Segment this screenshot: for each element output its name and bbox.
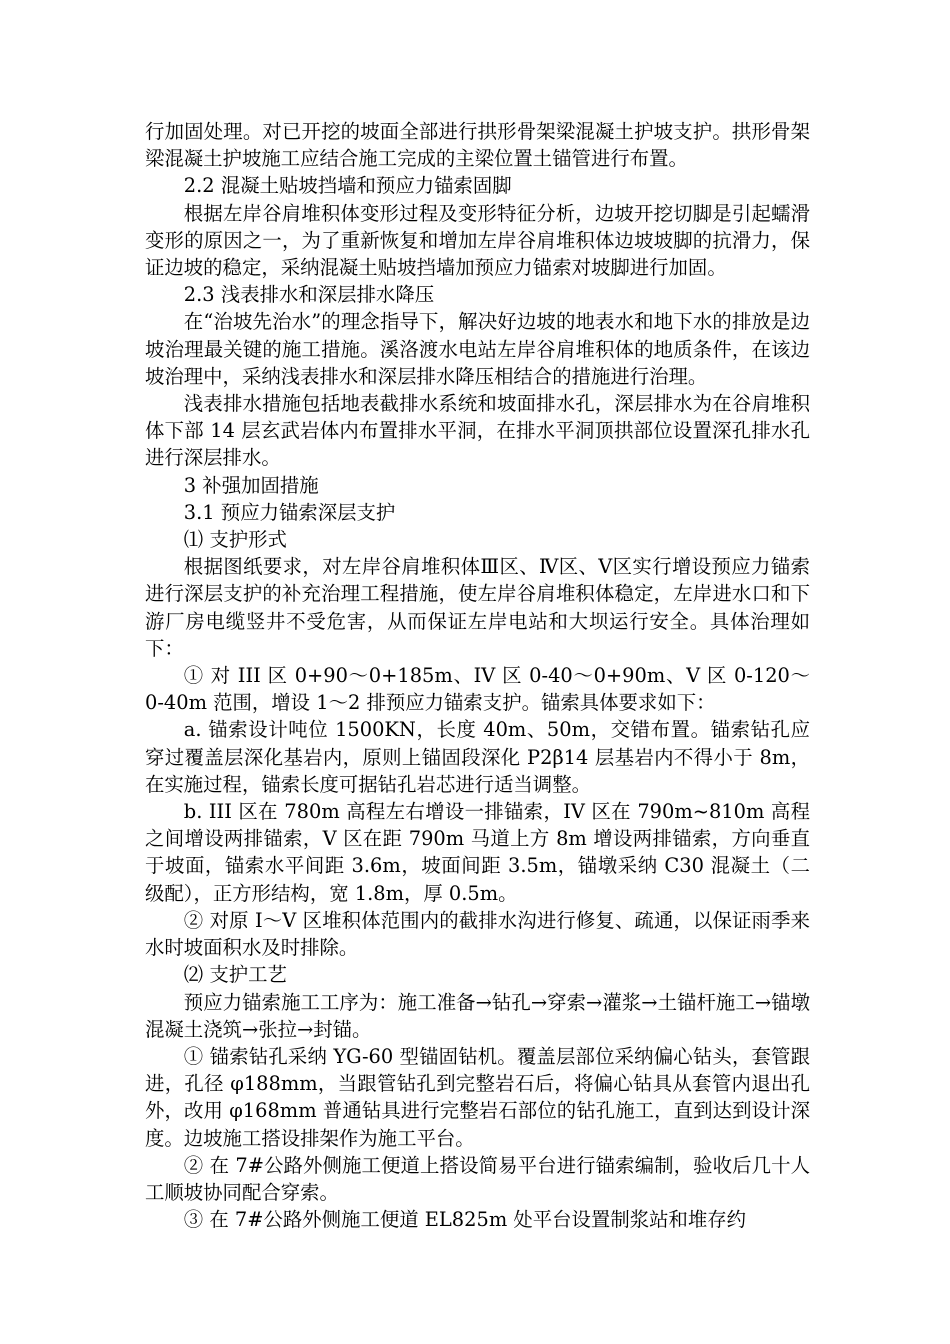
paragraph: 预应力锚索施工工序为：施工准备→钻孔→穿索→灌浆→土锚杆施工→锚墩混凝土浇筑→张拉→封锚。 (145, 990, 810, 1041)
section-heading-3-1: 3.1 预应力锚索深层支护 (183, 500, 396, 524)
section-heading-2-3: 2.3 浅表排水和深层排水降压 (183, 283, 435, 307)
list-item: ② 对原 I～V 区堆积体范围内的截排水沟进行修复、疏通，以保证雨季来水时坡面积水及时排除。 (145, 908, 810, 960)
subheading-support-form: ⑴ 支护形式 (183, 528, 287, 552)
list-item: ① 对 III 区 0+90～0+185m、IV 区 0-40～0+90m、V 区 0-120～0-40m 范围，增设 1～2 排预应力锚索支护。锚索具体要求如下： (145, 664, 810, 715)
paragraph-continuation: 行加固处理。对已开挖的坡面全部进行拱形骨架梁混凝土护坡支护。拱形骨架梁混凝土护坡施工应结合施工完成的主梁位置土锚管进行布置。 (145, 120, 810, 171)
document-body (145, 118, 810, 1233)
list-item: ② 在 7#公路外侧施工便道上搭设简易平台进行锚索编制，验收后几十人工顺坡协同配合穿索。 (145, 1153, 810, 1204)
subheading-support-process: ⑵ 支护工艺 (183, 963, 287, 987)
paragraph: 在“治坡先治水”的理念指导下，解决好边坡的地表水和地下水的排放是边坡治理最关键的施工措施。溪洛渡水电站左岸谷肩堆积体的地质条件，在该边坡治理中，采纳浅表排水和深层排水降压相结合的措施进行治理。 (145, 310, 810, 388)
list-item: a. 锚索设计吨位 1500KN，长度 40m、50m，交错布置。锚索钻孔应穿过覆盖层深化基岩内，原则上锚固段深化 P2β14 层基岩内不得小于 8m，在实施过程，锚索长度可据钻孔岩芯进行适当调整。 (145, 718, 810, 796)
list-item: ③ 在 7#公路外侧施工便道 EL825m 处平台设置制浆站和堆存约 (183, 1208, 747, 1232)
paragraph: 根据图纸要求，对左岸谷肩堆积体Ⅲ区、Ⅳ区、Ⅴ区实行增设预应力锚索进行深层支护的补充治理工程措施，使左岸谷肩堆积体稳定，左岸进水口和下游厂房电缆竖井不受危害，从而保证左岸电站和大坝运行安全。具体治理如下： (145, 555, 810, 660)
section-heading-3: 3 补强加固措施 (183, 473, 319, 497)
list-item: b. III 区在 780m 高程左右增设一排锚索，IV 区在 790m~810m 高程之间增设两排锚索，V 区在距 790m 马道上方 8m 增设两排锚索，方向垂直于坡面，锚索水平间距 3.6m，坡面间距 3.5m，锚墩采纳 C30 混凝土（二级配），正方形结构，宽 1.8m，厚 0.5m。 (145, 800, 810, 905)
paragraph: 根据左岸谷肩堆积体变形过程及变形特征分析，边坡开挖切脚是引起蠕滑变形的原因之一，为了重新恢复和增加左岸谷肩堆积体边坡坡脚的抗滑力，保证边坡的稳定，采纳混凝土贴坡挡墙加预应力锚索对坡脚进行加固。 (145, 201, 810, 280)
list-item: ① 锚索钻孔采纳 YG-60 型锚固钻机。覆盖层部位采纳偏心钻头，套管跟进，孔径 φ188mm，当跟管钻孔到完整岩石后，将偏心钻具从套管内退出孔外，改用 φ168mm 普通钻具进行完整岩石部位的钻孔施工，直到达到设计深度。边坡施工搭设排架作为施工平台。 (145, 1044, 810, 1150)
paragraph: 浅表排水措施包括地表截排水系统和坡面排水孔，深层排水为在谷肩堆积体下部 14 层玄武岩体内布置排水平洞，在排水平洞顶拱部位设置深孔排水孔进行深层排水。 (145, 392, 810, 470)
section-heading-2-2: 2.2 混凝土贴坡挡墙和预应力锚索固脚 (183, 174, 512, 198)
